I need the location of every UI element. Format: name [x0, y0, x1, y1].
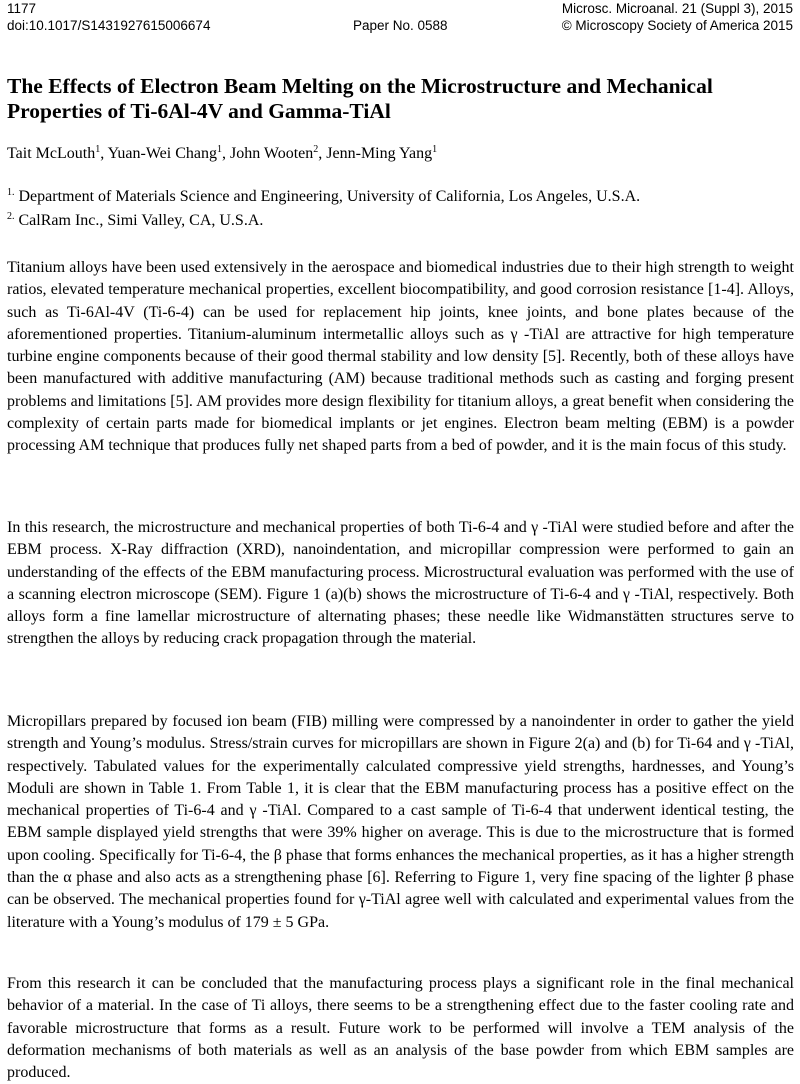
page-number: 1177: [7, 1, 37, 16]
paper-title: The Effects of Electron Beam Melting on the Microstructure and Mechanical Properties of Ti-6Al-4V and Gamma-TiAl: [7, 74, 713, 123]
paper-number: Paper No. 0588: [353, 18, 448, 33]
author: Yuan-Wei Chang$^1$,: [107, 144, 230, 162]
author: Tait McLouth$^1$,: [7, 144, 108, 162]
affiliation-2: $^{2.}$ CalRam Inc., Simi Valley, CA, U.S.A.: [7, 211, 264, 229]
doi: doi:10.1017/S1431927615006674: [7, 18, 211, 33]
author-list: [7, 145, 437, 163]
paragraph-results: Micropillars prepared by focused ion beam (FIB) milling were compressed by a nanoindenter in order to gather the yield strength and Young’s modulus. Stress/strain curves for micropillars are shown in Figure 2(a) and (b) for Ti-64 and γ -TiAl, respectively. Tabulated values for the experimentally calculated compressive yield strengths, hardnesses, and Young’s Moduli are shown in Table 1. From Table 1, it is clear that the EBM manufacturing process has a positive effect on the mechanical properties of Ti-6-4 and γ -TiAl. Compared to a cast sample of Ti-6-4 that underwent identical testing, the EBM sample displayed yield strengths that were 39% higher on average. This is due to the microstructure that is formed upon cooling. Specifically for Ti-6-4, the β phase that forms enhances the mechanical properties, as it has a higher strength than the α phase and also acts as a strengthening phase [6]. Referring to Figure 1, very fine spacing of the lighter β phase can be observed. The mechanical properties found for γ-TiAl agree well with calculated and experimental values from the literature with a Young’s modulus of 179 ± 5 GPa.: [7, 713, 794, 931]
affiliation-1: $^{1.}$ Department of Materials Science and Engineering, University of California, Los Angeles, U.S.A.: [7, 187, 641, 205]
paragraph-methods: In this research, the microstructure and mechanical properties of both Ti-6-4 and γ -TiAl were studied before and after the EBM process. X-Ray diffraction (XRD), nanoindentation, and micropillar compression were performed to gain an understanding of the effects of the EBM manufacturing process. Microstructural evaluation was performed with the use of a scanning electron microscope (SEM). Figure 1 (a)(b) shows the microstructure of Ti-6-4 and γ -TiAl, respectively. Both alloys form a fine lamellar microstructure of alternating phases; these needle like Widmanstätten structures serve to strengthen the alloys by reducing crack propagation through the material.: [7, 519, 794, 648]
paragraph-introduction: Titanium alloys have been used extensively in the aerospace and biomedical industries due to their high strength to weight ratios, elevated temperature mechanical properties, excellent biocompatibility, and good corrosion resistance [1-4]. Alloys, such as Ti-6Al-4V (Ti-6-4) can be used for replacement hip joints, knee joints, and bone plates because of the aforementioned properties. Titanium-aluminum intermetallic alloys such as γ -TiAl are attractive for high temperature turbine engine components because of their good thermal stability and low density [5]. Recently, both of these alloys have been manufactured with additive manufacturing (AM) because traditional methods such as casting and forging present problems and limitations [5]. AM provides more design flexibility for titanium alloys, a great benefit when considering the complexity of certain parts made for biomedical implants or jet engines. Electron beam melting (EBM) is a powder processing AM technique that produces fully net shaped parts from a bed of powder, and it is the main focus of this study.: [7, 259, 794, 455]
journal-citation: Microsc. Microanal. 21 (Suppl 3), 2015: [561, 1, 793, 16]
author: Jenn-Ming Yang$^1$: [326, 144, 438, 162]
copyright: © Microscopy Society of America 2015: [561, 18, 793, 33]
paragraph-conclusion: From this research it can be concluded that the manufacturing process plays a significant role in the final mechanical behavior of a material. In the case of Ti alloys, there seems to be a strengthening effect due to the faster cooling rate and favorable microstructure that forms as a result. Future work to be performed will involve a TEM analysis of the deformation mechanisms of both materials as well as an analysis of the base powder from which EBM samples are produced.: [7, 975, 794, 1082]
author: John Wooten$^2$,: [229, 144, 327, 162]
